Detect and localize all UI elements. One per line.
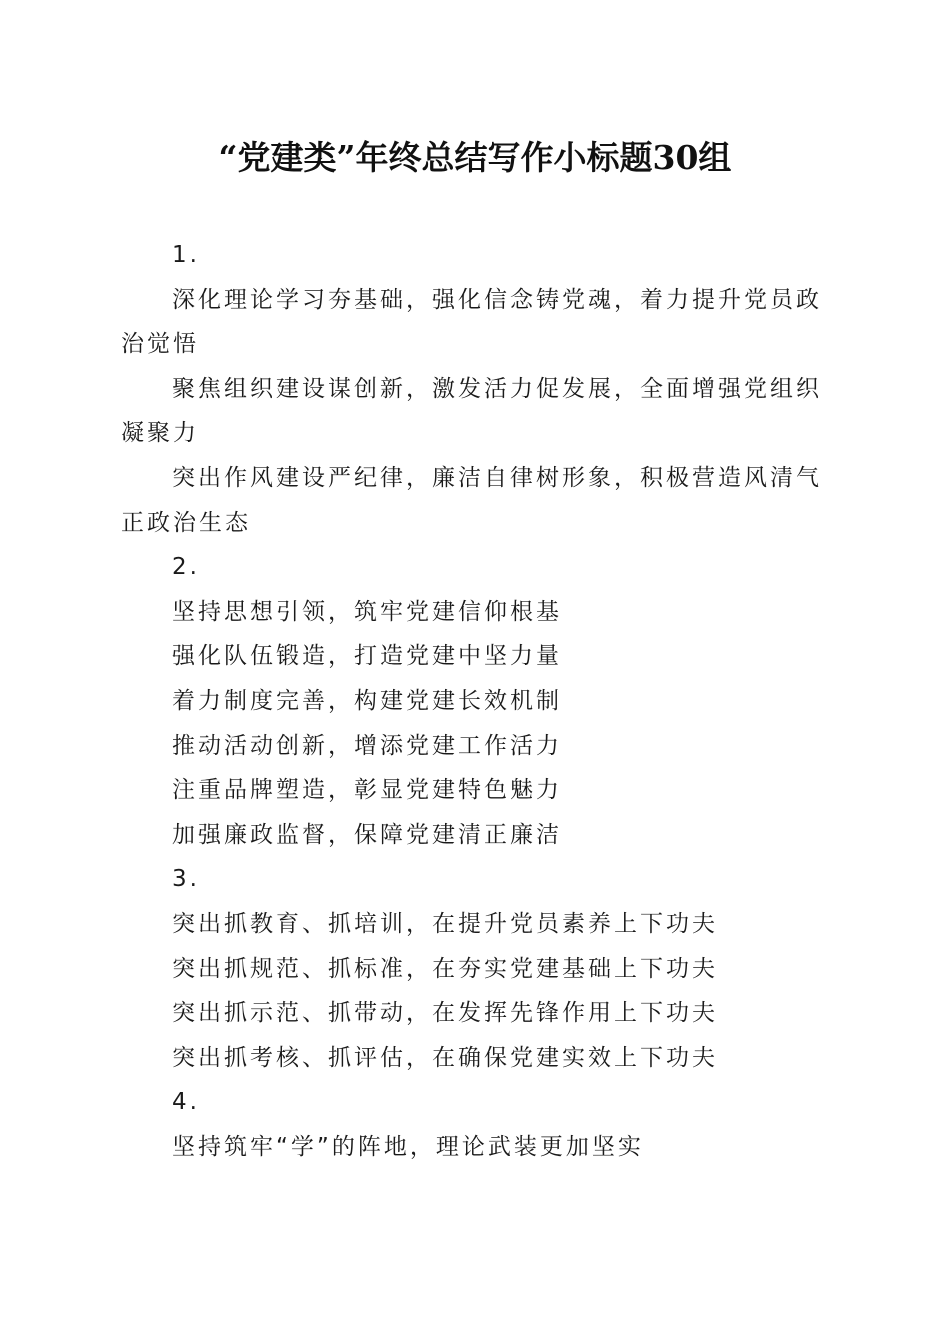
paragraph: 突出抓教育、抓培训，在提升党员素养上下功夫 [172,910,718,937]
document-title: “党建类”年终总结写作小标题30组 [218,138,732,177]
paragraph: 突出作风建设严纪律，廉洁自律树形象，积极营造风清气正政治生态 [121,464,822,536]
section-number-2: 2. [172,554,200,581]
paragraph: 推动活动创新，增添党建工作活力 [172,732,562,759]
section-number-4: 4. [172,1089,200,1116]
document-body [121,233,827,1169]
paragraph: 深化理论学习夯基础，强化信念铸党魂，着力提升党员政治觉悟 [121,286,822,358]
paragraph: 突出抓规范、抓标准，在夯实党建基础上下功夫 [172,955,718,982]
paragraph: 强化队伍锻造，打造党建中坚力量 [172,643,562,670]
paragraph: 加强廉政监督，保障党建清正廉洁 [172,821,562,848]
paragraph: 聚焦组织建设谋创新，激发活力促发展，全面增强党组织凝聚力 [121,375,822,447]
paragraph: 坚持思想引领，筑牢党建信仰根基 [172,598,562,625]
paragraph: 着力制度完善，构建党建长效机制 [172,687,562,714]
section-number-1: 1. [172,242,200,268]
paragraph: 注重品牌塑造，彰显党建特色魅力 [172,777,562,804]
paragraph: 坚持筑牢“学”的阵地，理论武装更加坚实 [172,1133,644,1160]
paragraph: 突出抓考核、抓评估，在确保党建实效上下功夫 [172,1044,718,1071]
section-number-3: 3. [172,866,200,893]
paragraph: 突出抓示范、抓带动，在发挥先锋作用上下功夫 [172,1000,718,1027]
